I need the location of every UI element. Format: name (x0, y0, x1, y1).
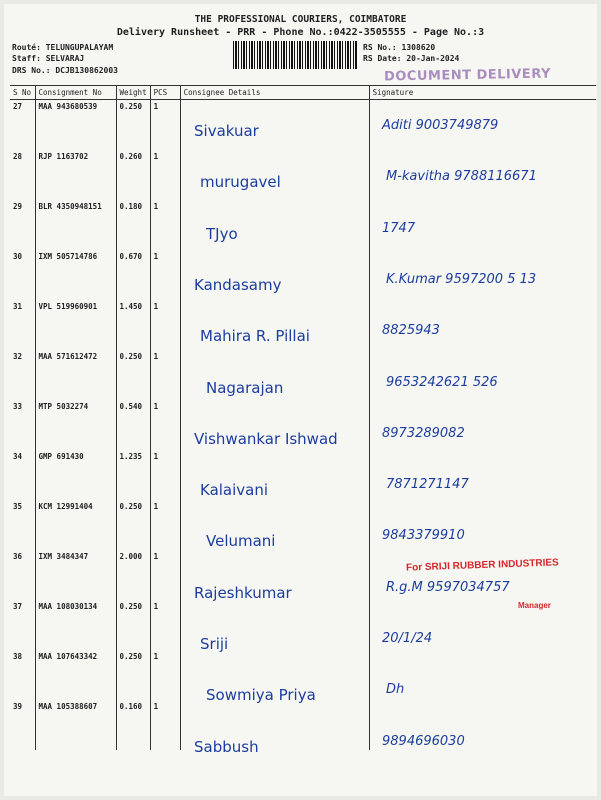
consignee-handwriting: Vishwankar Ishwad (194, 429, 338, 448)
document-delivery-stamp: DOCUMENT DELIVERY (383, 66, 552, 85)
signature-handwriting: Aditi 9003749879 (382, 118, 499, 133)
cell-pcs: 1 (150, 250, 180, 300)
cell-pcs: 1 (150, 450, 180, 500)
barcode-image (233, 41, 358, 69)
consignee-handwriting: murugavel (200, 173, 281, 192)
cell-sno: 32 (13, 352, 23, 361)
cell-sno: 28 (13, 152, 23, 161)
cell-pcs: 1 (150, 700, 180, 750)
signature-handwriting: 9843379910 (382, 528, 465, 544)
signature-handwriting: K.Kumar 9597200 5 13 (386, 271, 537, 287)
rs-date: RS Date: 20-Jan-2024 (363, 54, 460, 63)
consignee-handwriting: Nagarajan (206, 378, 284, 397)
table-row (10, 350, 596, 400)
company-title: THE PROFESSIONAL COURIERS, COIMBATORE (194, 14, 407, 25)
cell-signature-area (369, 450, 596, 500)
signature-handwriting: M-kavitha 9788116671 (386, 169, 537, 185)
signature-handwriting: 9653242621 526 (386, 374, 498, 390)
cell-pcs: 1 (150, 150, 180, 200)
cell-pcs: 1 (150, 350, 180, 400)
cell-consignment: MTP 5032274 (35, 400, 116, 450)
cell-weight: 0.250 (116, 100, 150, 151)
cell-consignment: KCM 12991404 (35, 500, 116, 550)
cell-sno: 38 (13, 652, 23, 661)
route-label: Routé: TELUNGUPALAYAM (12, 43, 114, 52)
cell-consignment: MAA 108030134 (35, 600, 116, 650)
cell-consignment: MAA 943680539 (35, 100, 116, 151)
cell-consignment: GMP 691430 (35, 450, 116, 500)
col-pcs: PCS (150, 86, 180, 100)
table-row (10, 700, 596, 750)
consignee-handwriting: Kalaivani (200, 481, 269, 500)
runsheet-subtitle: Delivery Runsheet - PRR - Phone No.:0422-3505555 - Page No.:3 (116, 27, 485, 38)
consignee-handwriting: Kandasamy (194, 275, 282, 294)
consignee-handwriting: Velumani (206, 532, 276, 551)
cell-pcs: 1 (150, 500, 180, 550)
cell-consignment: IXM 505714786 (35, 250, 116, 300)
cell-sno: 35 (13, 502, 23, 511)
drs-number: DRS No.: DCJB130862003 (12, 66, 118, 75)
signature-handwriting: R.g.M 9597034757 (386, 579, 510, 595)
table-row (10, 450, 596, 500)
rs-number: RS No.: 1308620 (363, 43, 436, 52)
cell-sno: 27 (13, 102, 23, 111)
signature-handwriting: 20/1/24 (382, 631, 433, 646)
cell-consignment: IXM 3484347 (35, 550, 116, 600)
staff-label: Staff: SELVARAJ (12, 54, 85, 63)
col-signature: Signature (369, 86, 596, 100)
cell-consignment: VPL 519960901 (35, 300, 116, 350)
consignee-handwriting: Sabbush (194, 737, 259, 756)
consignee-handwriting: Sriji (200, 635, 229, 653)
cell-weight: 1.450 (116, 300, 150, 350)
cell-consignment: MAA 107643342 (35, 650, 116, 700)
consignee-handwriting: TJyo (206, 224, 238, 243)
cell-weight: 0.160 (116, 700, 150, 750)
table-row (10, 100, 596, 151)
cell-weight: 2.000 (116, 550, 150, 600)
delivery-table (10, 85, 596, 750)
cell-weight: 0.260 (116, 150, 150, 200)
cell-consignment: MAA 105388607 (35, 700, 116, 750)
cell-pcs: 1 (150, 300, 180, 350)
signature-handwriting: Dh (386, 682, 405, 698)
signature-handwriting: 9894696030 (382, 733, 465, 749)
cell-pcs: 1 (150, 200, 180, 250)
cell-weight: 1.235 (116, 450, 150, 500)
table-row (10, 600, 596, 650)
cell-sno: 34 (13, 452, 23, 461)
company-stamp: For SRIJI RUBBER INDUSTRIES (405, 557, 559, 574)
table-header-row (10, 86, 596, 100)
signature-handwriting: 7871271147 (386, 477, 469, 493)
cell-weight: 0.670 (116, 250, 150, 300)
cell-weight: 0.250 (116, 350, 150, 400)
signature-handwriting: 1747 (382, 220, 416, 236)
runsheet-page (4, 4, 597, 796)
signature-handwriting: 8973289082 (382, 425, 465, 441)
cell-pcs: 1 (150, 650, 180, 700)
cell-sno: 36 (13, 552, 23, 561)
table-row (10, 500, 596, 550)
cell-pcs: 1 (150, 600, 180, 650)
cell-sno: 29 (13, 202, 23, 211)
cell-consignment: MAA 571612472 (35, 350, 116, 400)
cell-weight: 0.180 (116, 200, 150, 250)
cell-pcs: 1 (150, 100, 180, 151)
cell-weight: 0.250 (116, 600, 150, 650)
col-consignee: Consignee Details (180, 86, 369, 100)
cell-sno: 37 (13, 602, 23, 611)
cell-sno: 31 (13, 302, 23, 311)
consignee-handwriting: Mahira R. Pillai (200, 327, 310, 346)
col-weight: Weight (116, 86, 150, 100)
cell-sno: 30 (13, 252, 23, 261)
cell-sno: 39 (13, 702, 23, 711)
signature-handwriting: 8825943 (382, 323, 440, 339)
consignee-handwriting: Rajeshkumar (194, 583, 292, 602)
consignee-handwriting: Sivakuar (194, 122, 259, 140)
col-consignment: Consignment No (35, 86, 116, 100)
table-row (10, 200, 596, 250)
consignee-handwriting: Sowmiya Priya (206, 686, 316, 705)
cell-pcs: 1 (150, 550, 180, 600)
cell-weight: 0.250 (116, 650, 150, 700)
cell-consignment: RJP 1163702 (35, 150, 116, 200)
col-sno: S No (10, 86, 35, 100)
manager-label: Manager (518, 601, 551, 610)
cell-pcs: 1 (150, 400, 180, 450)
cell-weight: 0.540 (116, 400, 150, 450)
cell-sno: 33 (13, 402, 23, 411)
cell-weight: 0.250 (116, 500, 150, 550)
cell-consignment: BLR 4350948151 (35, 200, 116, 250)
